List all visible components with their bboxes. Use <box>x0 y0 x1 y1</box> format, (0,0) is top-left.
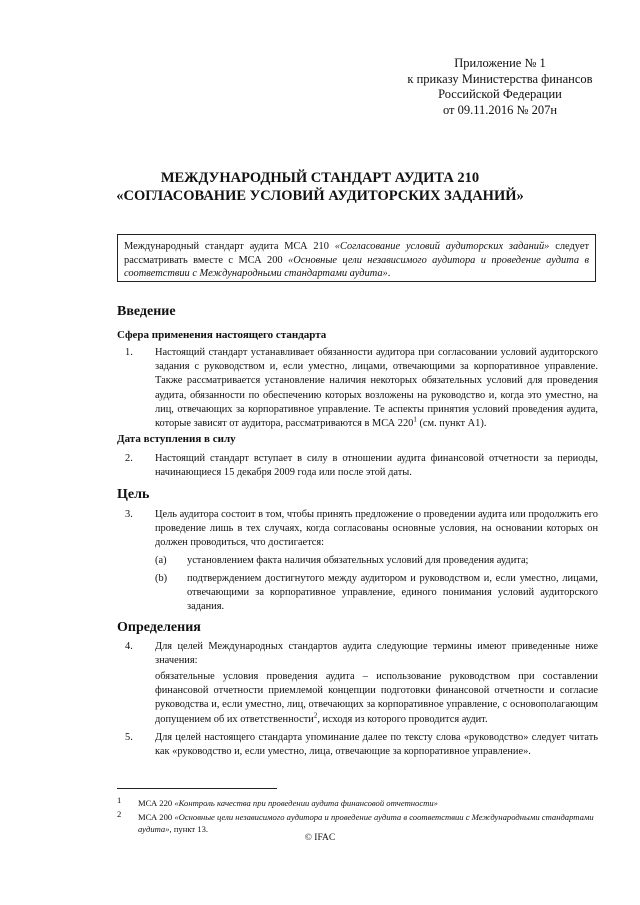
list-marker-a: (a) <box>155 555 167 566</box>
footnote-1-text: МСА 220 <box>138 798 175 808</box>
paragraph-1 <box>155 346 598 431</box>
footnote-number-2: 2 <box>117 809 122 819</box>
paragraph-number-1: 1. <box>125 347 133 358</box>
footnote-1-italic: «Контроль качества при проведении аудита финансовой отчетности» <box>174 798 438 808</box>
paragraph-3: Цель аудитора состоит в том, чтобы принять предложение о проведении аудита или продолжить его проведение лишь в тех случаях, когда согласованы основные условия, на основании которых он должен проводиться, что достигается: <box>155 509 598 549</box>
footnote-2-tail: , пункт 13. <box>169 824 209 834</box>
list-item-b: подтверждением достигнутого между аудитором и руководством и, если уместно, лицами, отвечающими за корпоративное управление, единого понимания условий аудиторского задания. <box>187 573 598 613</box>
intro-text-2: следует рассматривать вместе с МСА 200 <box>124 241 589 266</box>
heading-definitions: Определения <box>117 620 201 635</box>
definition-mandatory-conditions <box>155 670 598 727</box>
intro-box <box>117 234 596 282</box>
list-marker-b: (b) <box>155 573 168 584</box>
paragraph-1-tail: (см. пункт А1). <box>416 418 487 430</box>
appendix-line-2: к приказу Министерства финансов <box>407 71 593 86</box>
paragraph-4: Для целей Международных стандартов аудита следующие термины имеют приведенные ниже значения: <box>155 641 598 667</box>
footnote-ref-2: 2 <box>313 711 318 720</box>
heading-scope: Сфера применения настоящего стандарта <box>117 329 327 341</box>
paragraph-number-3: 3. <box>125 509 133 520</box>
footnote-2-text: МСА 200 <box>138 812 175 822</box>
paragraph-1-text: Настоящий стандарт устанавливает обязанности аудитора при согласовании условий аудиторского задания с руководством и, если уместно, лицами, отвечающими за корпоративное управление. Также рассматривается установление наличия некоторых обязательных условий для проведения аудита, обязанности по обеспечению которых возложены на руководство и, когда это уместно, на лиц, отвечающих за корпоративное управление. Те аспекты принятия условий проведения аудита, которые зависят от аудитора, рассматриваются в МСА 220 <box>155 347 598 430</box>
appendix-line-4: от 09.11.2016 № 207н <box>442 102 558 117</box>
footnote-1 <box>138 797 598 809</box>
intro-italic-2: «Основные цели независимого аудитора и проведение аудита в соответствии с Международными стандартами аудита» <box>124 254 589 280</box>
intro-text-1: Международный стандарт аудита МСА 210 <box>124 241 335 252</box>
definition-tail: , исходя из которого проводится аудит. <box>317 713 488 725</box>
definition-text: обязательные условия проведения аудита – использование руководством при составлении финансовой отчетности приемлемой концепции подготовки финансовой отчетности и согласие руководства и, если уместно, лиц, отвечающих за корпоративное управление, с основополагающим допущением об их ответственности <box>155 671 598 725</box>
paragraph-number-4: 4. <box>125 641 133 652</box>
document-title-line-1: МЕЖДУНАРОДНЫЙ СТАНДАРТ АУДИТА 210 <box>160 170 480 186</box>
intro-text-3: . <box>387 268 391 280</box>
document-title-line-2: «СОГЛАСОВАНИЕ УСЛОВИЙ АУДИТОРСКИХ ЗАДАНИЙ» <box>116 188 524 204</box>
paragraph-2: Настоящий стандарт вступает в силу в отношении аудита финансовой отчетности за периоды, начинающиеся 15 декабря 2009 года или после этой даты. <box>155 453 598 479</box>
appendix-line-3: Российской Федерации <box>438 87 562 101</box>
footnote-divider <box>117 788 277 789</box>
paragraph-number-2: 2. <box>125 453 133 464</box>
footnote-number-1: 1 <box>117 795 122 805</box>
paragraph-5: Для целей настоящего стандарта упоминание далее по тексту слова «руководство» следует читать как «руководство и, если уместно, лица, отвечающие за корпоративное управление». <box>155 732 598 758</box>
heading-objective: Цель <box>117 487 150 502</box>
heading-introduction: Введение <box>117 304 176 319</box>
footnote-2-italic: «Основные цели независимого аудитора и проведение аудита в соответствии с Международными стандартами аудита» <box>138 812 594 834</box>
footnote-2 <box>138 811 598 835</box>
intro-italic-1: «Согласование условий аудиторских заданий» <box>334 241 550 252</box>
copyright-footer: © IFAC <box>304 833 336 843</box>
paragraph-number-5: 5. <box>125 732 133 743</box>
appendix-header <box>380 56 620 118</box>
appendix-line-1: Приложение № 1 <box>454 56 546 70</box>
list-item-a: установлением факта наличия обязательных условий для проведения аудита; <box>187 555 529 566</box>
footnote-ref-1: 1 <box>413 415 417 424</box>
heading-effective-date: Дата вступления в силу <box>117 433 236 445</box>
